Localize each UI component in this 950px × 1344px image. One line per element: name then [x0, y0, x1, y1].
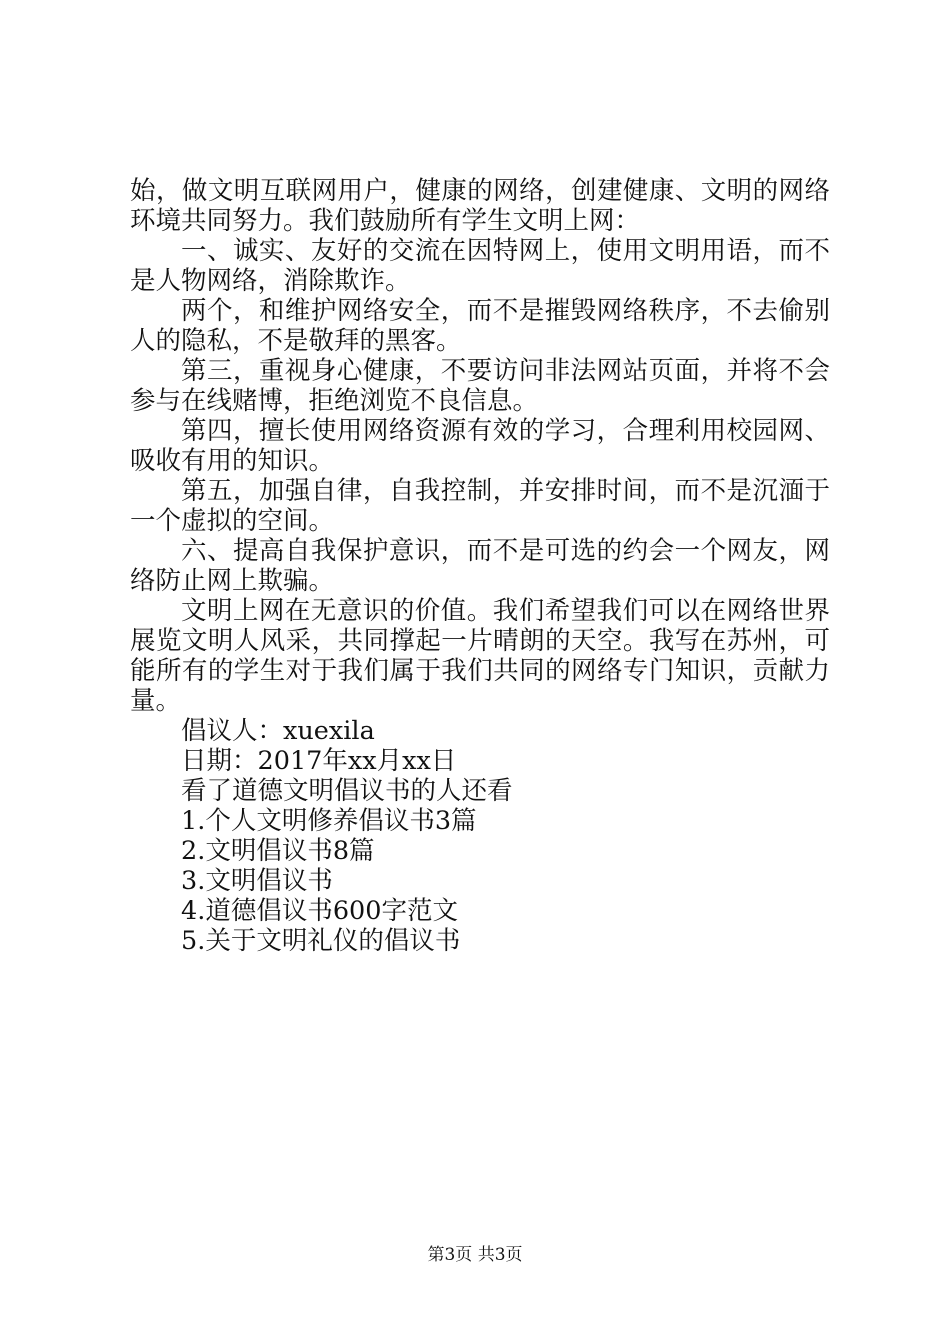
related-link-3[interactable]: 3.文明倡议书	[181, 866, 333, 896]
related-heading: 看了道德文明倡议书的人还看	[181, 776, 513, 806]
related-link-2[interactable]: 2.文明倡议书8篇	[181, 836, 375, 866]
related-link-1[interactable]: 1.个人文明修养倡议书3篇	[181, 806, 477, 836]
paragraph-intro-continued: 始，做文明互联网用户，健康的网络，创建健康、文明的网络环境共同努力。我们鼓励所有学生文明上网：	[130, 176, 830, 236]
related-link-4[interactable]: 4.道德倡议书600字范文	[181, 896, 459, 926]
related-link-5[interactable]: 5.关于文明礼仪的倡议书	[181, 926, 461, 956]
document-body	[130, 176, 830, 956]
paragraph-point-1: 一、诚实、友好的交流在因特网上，使用文明用语，而不是人物网络，消除欺诈。	[130, 236, 830, 296]
paragraph-point-2: 两个，和维护网络安全，而不是摧毁网络秩序，不去偷别人的隐私，不是敬拜的黑客。	[130, 296, 830, 356]
page-number: 第3页 共3页	[427, 1245, 523, 1265]
signature-proposer: 倡议人：xuexila	[181, 716, 375, 746]
paragraph-conclusion: 文明上网在无意识的价值。我们希望我们可以在网络世界展览文明人风采，共同撑起一片晴朗的天空。我写在苏州，可能所有的学生对于我们属于我们共同的网络专门知识，贡献力量。	[130, 596, 830, 716]
paragraph-point-3: 第三，重视身心健康，不要访问非法网站页面，并将不会参与在线赌博，拒绝浏览不良信息。	[130, 356, 830, 416]
signature-date: 日期：2017年xx月xx日	[181, 746, 457, 776]
paragraph-point-6: 六、提高自我保护意识，而不是可选的约会一个网友，网络防止网上欺骗。	[130, 536, 830, 596]
paragraph-point-4: 第四，擅长使用网络资源有效的学习，合理利用校园网、吸收有用的知识。	[130, 416, 830, 476]
page-footer	[0, 1244, 950, 1266]
paragraph-point-5: 第五，加强自律，自我控制，并安排时间，而不是沉湎于一个虚拟的空间。	[130, 476, 830, 536]
